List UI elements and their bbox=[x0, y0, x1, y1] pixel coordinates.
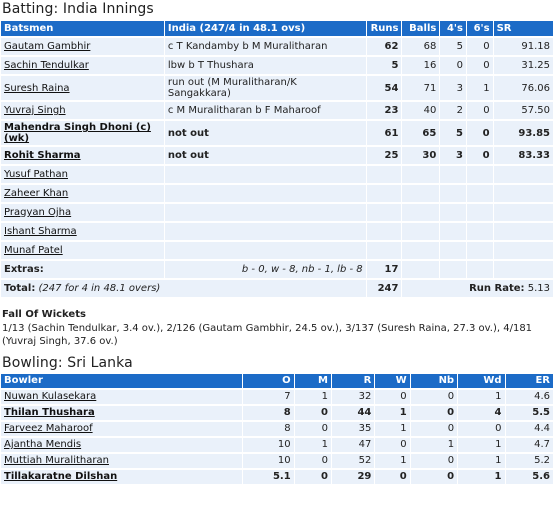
table-row bbox=[1, 438, 553, 452]
noballs: 0 bbox=[411, 422, 457, 436]
table-row bbox=[1, 406, 553, 420]
dismissal: c M Muralitharan b F Maharoof bbox=[165, 102, 366, 119]
economy: 5.2 bbox=[506, 454, 553, 468]
sixes: 0 bbox=[467, 121, 493, 145]
batting-header-row bbox=[1, 21, 553, 36]
wickets: 1 bbox=[375, 422, 409, 436]
bowler-link[interactable]: Muttiah Muralitharan bbox=[4, 455, 109, 466]
wides: 4 bbox=[458, 406, 504, 420]
sixes: 1 bbox=[467, 76, 493, 100]
dnb-row bbox=[1, 204, 553, 221]
economy: 5.6 bbox=[506, 470, 553, 484]
wickets: 0 bbox=[375, 470, 409, 484]
balls: 30 bbox=[402, 147, 439, 164]
fours: 5 bbox=[440, 38, 466, 55]
batsman-link[interactable]: Yuvraj Singh bbox=[4, 105, 66, 116]
sixes: 0 bbox=[467, 38, 493, 55]
bowler-link[interactable]: Ajantha Mendis bbox=[4, 439, 82, 450]
extras-value: 17 bbox=[367, 261, 402, 278]
strike-rate: 93.85 bbox=[494, 121, 553, 145]
runs: 61 bbox=[367, 121, 402, 145]
table-row bbox=[1, 147, 553, 164]
sixes: 0 bbox=[467, 147, 493, 164]
noballs: 0 bbox=[411, 406, 457, 420]
bowler-link[interactable]: Tillakaratne Dilshan bbox=[4, 471, 118, 482]
maidens: 0 bbox=[295, 406, 331, 420]
noballs: 0 bbox=[411, 390, 457, 404]
col-noballs: Nb bbox=[411, 374, 457, 388]
batsman-link[interactable]: Suresh Raina bbox=[4, 82, 70, 94]
col-runs: Runs bbox=[367, 21, 402, 36]
runs: 62 bbox=[367, 38, 402, 55]
col-fours: 4's bbox=[440, 21, 466, 36]
balls: 68 bbox=[402, 38, 439, 55]
dismissal: run out (M Muralitharan/K Sangakkara) bbox=[165, 76, 366, 100]
strike-rate: 91.18 bbox=[494, 38, 553, 55]
wides: 1 bbox=[458, 438, 504, 452]
batting-table bbox=[0, 19, 554, 299]
col-wides: Wd bbox=[458, 374, 504, 388]
wides: 0 bbox=[458, 422, 504, 436]
total-label: Total: bbox=[4, 283, 36, 294]
extras-label: Extras: bbox=[1, 261, 164, 278]
total-value: 247 bbox=[367, 280, 402, 297]
fours: 3 bbox=[440, 147, 466, 164]
wickets: 0 bbox=[375, 438, 409, 452]
dnb-row bbox=[1, 242, 553, 259]
overs: 7 bbox=[243, 390, 293, 404]
sixes: 0 bbox=[467, 57, 493, 74]
table-row bbox=[1, 121, 553, 145]
runs: 54 bbox=[367, 76, 402, 100]
runs-conceded: 44 bbox=[332, 406, 374, 420]
batsman-link[interactable]: Zaheer Khan bbox=[4, 188, 69, 199]
overs: 10 bbox=[243, 454, 293, 468]
bowler-link[interactable]: Nuwan Kulasekara bbox=[4, 391, 97, 402]
overs: 8 bbox=[243, 422, 293, 436]
dismissal: lbw b T Thushara bbox=[165, 57, 366, 74]
col-economy: ER bbox=[506, 374, 553, 388]
col-bowler: Bowler bbox=[1, 374, 242, 388]
balls: 16 bbox=[402, 57, 439, 74]
wides: 1 bbox=[458, 390, 504, 404]
fall-of-wickets-title: Fall Of Wickets bbox=[2, 309, 86, 320]
economy: 4.4 bbox=[506, 422, 553, 436]
dismissal: c T Kandamby b M Muralitharan bbox=[165, 38, 366, 55]
extras-detail: b - 0, w - 8, nb - 1, lb - 8 bbox=[165, 261, 366, 278]
batting-title: Batting: India Innings bbox=[2, 1, 154, 17]
bowler-link[interactable]: Farveez Maharoof bbox=[4, 423, 93, 434]
run-rate-label: Run Rate: bbox=[469, 283, 525, 294]
strike-rate: 83.33 bbox=[494, 147, 553, 164]
bowling-header-row bbox=[1, 374, 553, 388]
fours: 3 bbox=[440, 76, 466, 100]
dnb-row bbox=[1, 166, 553, 183]
sixes: 0 bbox=[467, 102, 493, 119]
strike-rate: 31.25 bbox=[494, 57, 553, 74]
runs-conceded: 52 bbox=[332, 454, 374, 468]
runs: 23 bbox=[367, 102, 402, 119]
col-sixes: 6's bbox=[467, 21, 493, 36]
col-sr: SR bbox=[494, 21, 553, 36]
total-detail: (247 for 4 in 48.1 overs) bbox=[38, 283, 161, 294]
total-row bbox=[1, 280, 553, 297]
maidens: 0 bbox=[295, 422, 331, 436]
col-runs-conceded: R bbox=[332, 374, 374, 388]
economy: 5.5 bbox=[506, 406, 553, 420]
fours: 0 bbox=[440, 57, 466, 74]
economy: 4.7 bbox=[506, 438, 553, 452]
wides: 1 bbox=[458, 470, 504, 484]
noballs: 0 bbox=[411, 454, 457, 468]
runs-conceded: 32 bbox=[332, 390, 374, 404]
wickets: 1 bbox=[375, 454, 409, 468]
economy: 4.6 bbox=[506, 390, 553, 404]
col-maidens: M bbox=[295, 374, 331, 388]
batsman-link[interactable]: Gautam Gambhir bbox=[4, 41, 91, 52]
table-row bbox=[1, 454, 553, 468]
runs-conceded: 47 bbox=[332, 438, 374, 452]
batsman-link[interactable]: Pragyan Ojha bbox=[4, 207, 72, 218]
run-rate-value: 5.13 bbox=[527, 283, 550, 294]
balls: 40 bbox=[402, 102, 439, 119]
wides: 1 bbox=[458, 454, 504, 468]
extras-row bbox=[1, 261, 553, 278]
batsman-link[interactable]: Ishant Sharma bbox=[4, 226, 77, 237]
runs-conceded: 29 bbox=[332, 470, 374, 484]
fours: 2 bbox=[440, 102, 466, 119]
noballs: 1 bbox=[411, 438, 457, 452]
batsman-link[interactable]: Sachin Tendulkar bbox=[4, 60, 89, 71]
dismissal: not out bbox=[165, 121, 366, 145]
batsman-link[interactable]: Rohit Sharma bbox=[4, 150, 81, 161]
noballs: 0 bbox=[411, 470, 457, 484]
table-row bbox=[1, 470, 553, 484]
batsman-link[interactable]: Yusuf Pathan bbox=[4, 169, 68, 180]
strike-rate: 57.50 bbox=[494, 102, 553, 119]
wickets: 0 bbox=[375, 390, 409, 404]
dnb-row bbox=[1, 185, 553, 202]
table-row bbox=[1, 422, 553, 436]
col-balls: Balls bbox=[402, 21, 439, 36]
dnb-row bbox=[1, 223, 553, 240]
runs: 25 bbox=[367, 147, 402, 164]
dismissal: not out bbox=[165, 147, 366, 164]
table-row bbox=[1, 38, 553, 55]
table-row bbox=[1, 390, 553, 404]
overs: 5.1 bbox=[243, 470, 293, 484]
bowler-link[interactable]: Thilan Thushara bbox=[4, 407, 95, 418]
balls: 71 bbox=[402, 76, 439, 100]
table-row bbox=[1, 57, 553, 74]
table-row bbox=[1, 76, 553, 100]
overs: 8 bbox=[243, 406, 293, 420]
col-innings: India (247/4 in 48.1 ovs) bbox=[165, 21, 366, 36]
table-row bbox=[1, 102, 553, 119]
fours: 5 bbox=[440, 121, 466, 145]
maidens: 0 bbox=[295, 454, 331, 468]
bowling-title: Bowling: Sri Lanka bbox=[2, 355, 133, 371]
col-batsmen: Batsmen bbox=[1, 21, 164, 36]
bowling-table bbox=[0, 372, 554, 486]
fall-of-wickets-text: 1/13 (Sachin Tendulkar, 3.4 ov.), 2/126 (Gautam Gambhir, 24.5 ov.), 3/137 (Suresh Raina, 27.3 ov.), 4/181 (Yuvraj Singh, 37.6 ov.) bbox=[2, 323, 533, 347]
balls: 65 bbox=[402, 121, 439, 145]
maidens: 1 bbox=[295, 438, 331, 452]
runs: 5 bbox=[367, 57, 402, 74]
batsman-link[interactable]: Munaf Patel bbox=[4, 245, 63, 256]
wickets: 1 bbox=[375, 406, 409, 420]
batsman-link[interactable]: Mahendra Singh Dhoni (c) (wk) bbox=[4, 122, 151, 144]
col-wickets: W bbox=[375, 374, 409, 388]
maidens: 1 bbox=[295, 390, 331, 404]
strike-rate: 76.06 bbox=[494, 76, 553, 100]
col-overs: O bbox=[243, 374, 293, 388]
maidens: 0 bbox=[295, 470, 331, 484]
runs-conceded: 35 bbox=[332, 422, 374, 436]
overs: 10 bbox=[243, 438, 293, 452]
